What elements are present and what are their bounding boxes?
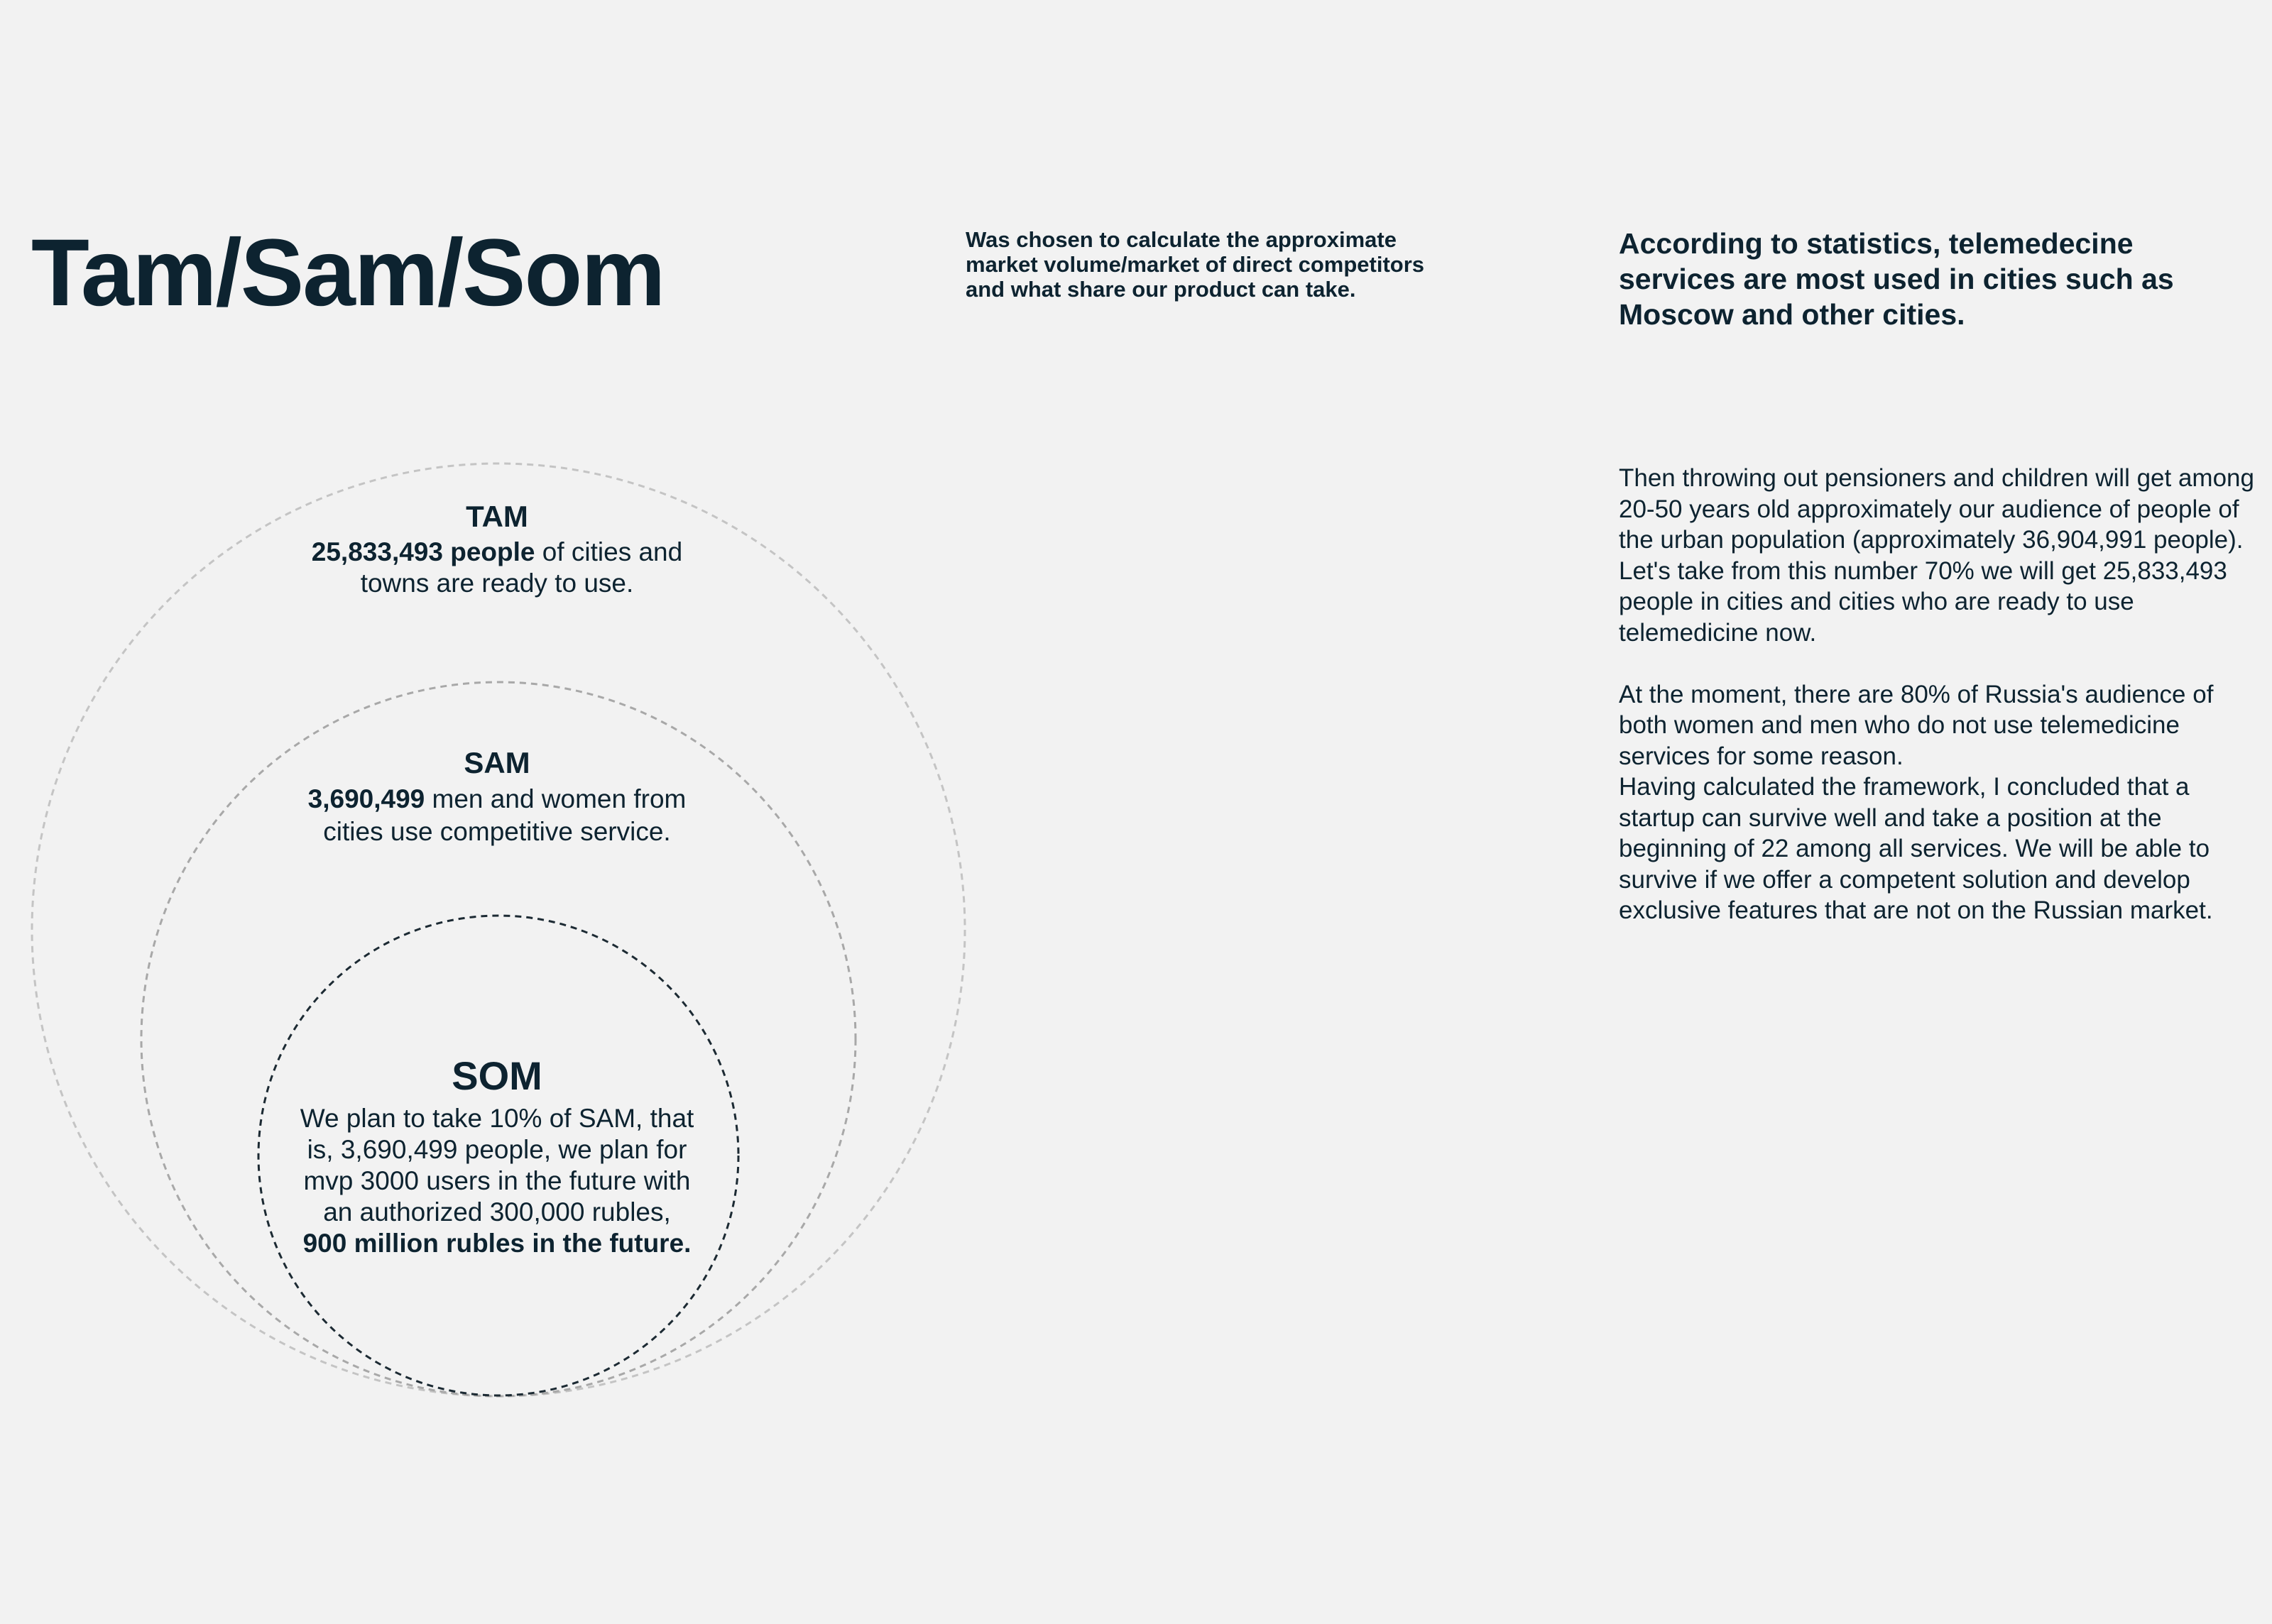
sam-text-2: cities use competitive service. — [323, 817, 671, 846]
body-paragraph-2: At the moment, there are 80% of Russia's audience of both women and men who do not use telemedicine services for some reason. — [1619, 680, 2214, 770]
som-description — [288, 1103, 706, 1259]
som-label — [270, 1049, 724, 1259]
tam-label — [270, 497, 724, 599]
body-paragraph-1: Then throwing out pensioners and children will get among 20-50 years old approximately our audience of people of the urban population (approximately 36,904,991 people). Let's take from this number 70% we will get 25,833,493 people in cities and cities who are ready to use telemedicine now. — [1619, 464, 2254, 647]
sam-title: SAM — [464, 746, 530, 779]
tam-title: TAM — [466, 500, 528, 533]
sam-value: 3,690,499 — [307, 784, 425, 813]
som-value: 900 million rubles in the future. — [302, 1229, 692, 1258]
sam-text-1: men and women from — [425, 784, 687, 813]
sam-label — [270, 743, 724, 848]
statistics-heading: According to statistics, telemedecine services are most used in cities such as Moscow and other cities. — [1619, 227, 2174, 331]
tam-text-2: towns are ready to use. — [360, 569, 634, 598]
tam-description — [270, 537, 724, 599]
som-title: SOM — [452, 1053, 542, 1098]
som-text: We plan to take 10% of SAM, that is, 3,690,499 people, we plan for mvp 3000 users in the future with an authorized 300,000 rubles, — [300, 1104, 694, 1227]
intro-text: Was chosen to calculate the approximate market volume/market of direct competitors and what share our product can take. — [966, 227, 1425, 302]
body-text — [1619, 463, 2258, 926]
sam-description — [270, 783, 724, 848]
page-title: Tam/Sam/Som — [31, 220, 665, 326]
body-paragraph-3: Having calculated the framework, I concluded that a startup can survive well and take a position at the beginning of 22 among all services. We will be able to survive if we offer a competent solution and develop exclusive features that are not on the Russian market. — [1619, 773, 2213, 924]
tam-value: 25,833,493 people — [311, 537, 535, 566]
tam-text-1: of cities and — [535, 537, 683, 566]
